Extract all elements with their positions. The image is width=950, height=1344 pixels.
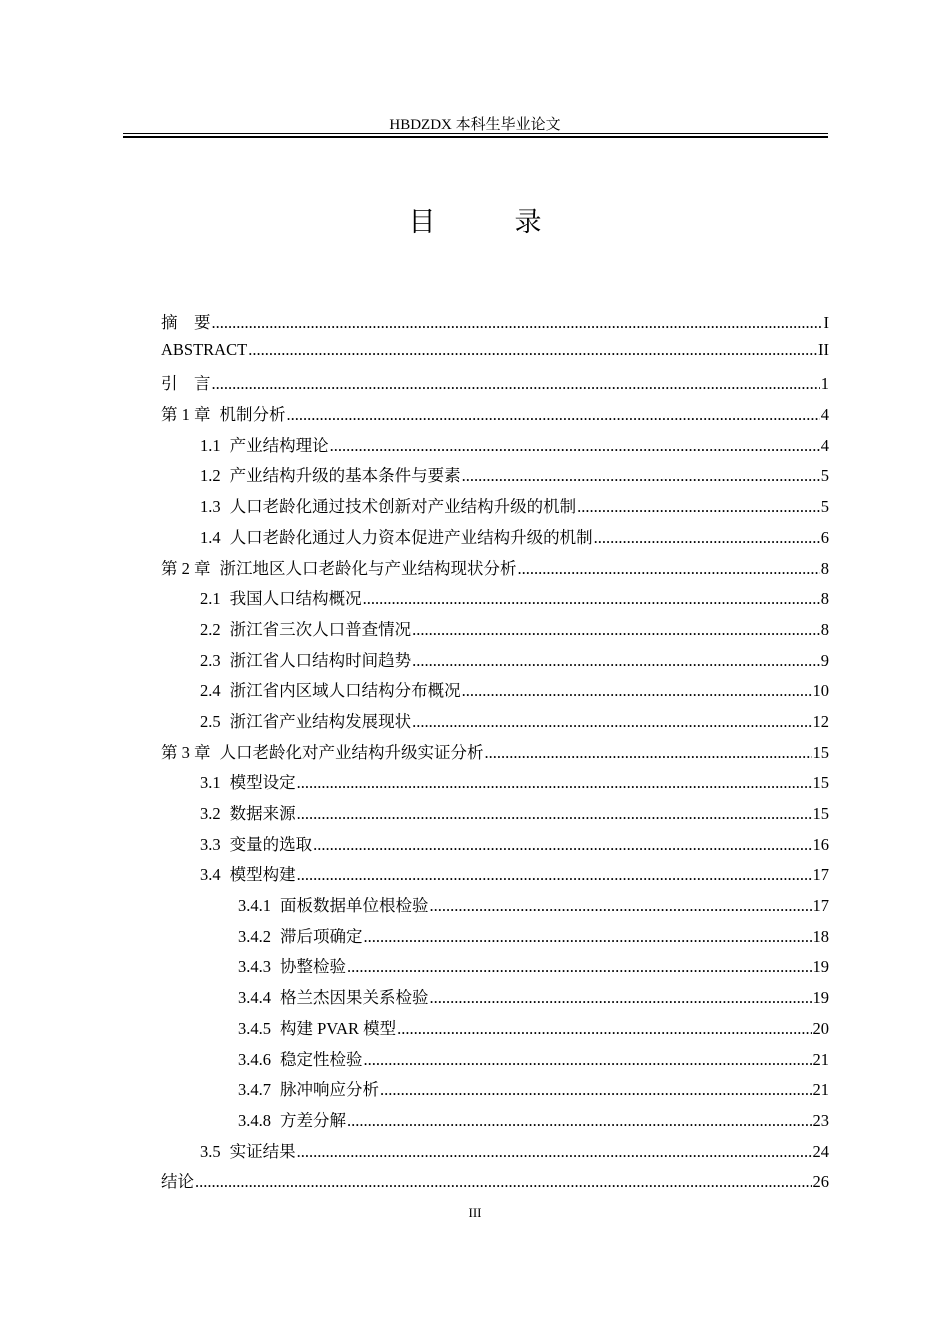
toc-entry-number: 3.4.4 (238, 988, 271, 1008)
toc-leader-dots (594, 528, 820, 548)
toc-leader-dots (462, 466, 820, 486)
toc-entry[interactable] (161, 831, 829, 862)
toc-entry-page: I (823, 313, 829, 332)
toc-entry-label: 格兰杰因果关系检验 (280, 988, 429, 1008)
toc-entry[interactable] (161, 892, 829, 923)
toc-entry-label: 人口老龄化通过人力资本促进产业结构升级的机制 (229, 527, 593, 547)
toc-leader-dots (297, 1142, 812, 1162)
toc-entry-number: 1.2 (200, 466, 221, 486)
toc-entry-number: 第 2 章 (161, 558, 211, 578)
toc-entry-page: 6 (820, 527, 829, 547)
toc-entry-number: 1.4 (200, 527, 221, 547)
toc-entry[interactable] (161, 1046, 829, 1077)
toc-entry-page: 19 (812, 988, 829, 1008)
toc-entry-label: ABSTRACT (161, 339, 248, 359)
toc-entry-label: 产业结构升级的基本条件与要素 (229, 466, 461, 486)
toc-entry-number: 第 1 章 (161, 405, 211, 425)
toc-entry-number: 第 3 章 (161, 742, 211, 762)
toc-entry-label: 变量的选取 (229, 834, 313, 854)
toc-entry-page: 9 (820, 650, 829, 670)
toc-entry-number: 2.5 (200, 711, 221, 731)
page-number: III (468, 1205, 482, 1220)
toc-entry[interactable] (161, 1138, 829, 1169)
toc-entry-number: 2.2 (200, 619, 221, 639)
toc-leader-dots (212, 374, 820, 394)
toc-leader-dots (485, 743, 812, 763)
toc-entry-label: 协整检验 (280, 957, 346, 977)
toc-entry-label: 产业结构理论 (229, 435, 329, 455)
toc-entry[interactable] (161, 370, 829, 401)
toc-entry-label: 脉冲响应分析 (280, 1080, 379, 1100)
toc-entry-label: 人口老龄化对产业结构升级实证分析 (219, 742, 484, 762)
toc-entry-label: 浙江省内区域人口结构分布概况 (229, 681, 461, 701)
toc-entry-number: 3.4.5 (238, 1018, 271, 1038)
toc-entry-page: 10 (812, 681, 829, 701)
toc-entry-label: 浙江省产业结构发展现状 (229, 711, 412, 731)
toc-entry-page: 19 (812, 957, 829, 977)
toc-entry-page: 15 (812, 804, 829, 823)
toc-entry-label: 浙江地区人口老龄化与产业结构现状分析 (219, 558, 517, 578)
toc-entry-label: 浙江省人口结构时间趋势 (229, 650, 412, 670)
toc-entry[interactable] (161, 677, 829, 708)
toc-leader-dots (347, 957, 812, 977)
toc-entry[interactable] (161, 769, 829, 800)
toc-leader-dots (313, 835, 811, 855)
toc-leader-dots (412, 651, 820, 671)
toc-entry-page: 8 (820, 619, 829, 639)
toc-entry-number: 2.3 (200, 650, 221, 670)
toc-entry[interactable] (161, 800, 829, 831)
header-rule-thin (123, 133, 828, 134)
toc-entry-page: 15 (812, 773, 829, 793)
toc-entry-page: 4 (820, 405, 829, 425)
toc-leader-dots (380, 1080, 812, 1100)
toc-entry-number: 3.4.7 (238, 1080, 271, 1100)
page-title: 目 录 (408, 207, 568, 238)
toc-entry-number: 3.3 (200, 834, 221, 854)
toc-leader-dots (347, 1111, 812, 1131)
table-of-contents (161, 309, 829, 1199)
toc-leader-dots (212, 313, 823, 333)
toc-entry[interactable] (161, 1015, 829, 1046)
toc-entry[interactable] (161, 953, 829, 984)
toc-entry-number: 3.4.6 (238, 1049, 271, 1069)
toc-entry-page: 21 (812, 1080, 829, 1100)
toc-leader-dots (364, 927, 812, 947)
toc-entry-label: 模型设定 (229, 773, 296, 793)
toc-entry[interactable] (161, 739, 829, 770)
toc-entry[interactable] (161, 401, 829, 432)
toc-entry-page: 24 (812, 1141, 829, 1161)
toc-entry-page: 12 (812, 711, 829, 731)
toc-entry[interactable] (161, 1107, 829, 1138)
toc-entry-page: 1 (820, 374, 829, 394)
toc-entry-label: 实证结果 (229, 1141, 296, 1161)
toc-entry-number: 3.4.1 (238, 896, 271, 916)
toc-entry-label: 浙江省三次人口普查情况 (229, 619, 412, 639)
toc-entry-number: 3.4.8 (238, 1110, 271, 1130)
toc-entry-page: 8 (820, 589, 829, 609)
toc-leader-dots (195, 1172, 812, 1192)
toc-entry[interactable] (161, 861, 829, 892)
toc-leader-dots (297, 804, 812, 824)
toc-leader-dots (363, 589, 820, 609)
toc-entry-page: 5 (820, 497, 829, 517)
toc-leader-dots (518, 559, 820, 579)
toc-entry-label: 数据来源 (229, 804, 296, 823)
running-header: HBDZDX 本科生毕业论文 (389, 117, 561, 133)
toc-entry-page: 17 (812, 896, 829, 916)
toc-leader-dots (297, 865, 812, 885)
toc-entry-page: 18 (812, 926, 829, 946)
toc-entry[interactable] (161, 555, 829, 586)
toc-entry-label: 滞后项确定 (280, 926, 363, 946)
toc-entry[interactable] (161, 1168, 829, 1199)
toc-entry-label: 引 言 (161, 374, 211, 394)
toc-leader-dots (364, 1050, 812, 1070)
toc-entry-page: 23 (812, 1110, 829, 1130)
toc-entry-number: 2.4 (200, 681, 221, 701)
toc-leader-dots (577, 497, 820, 517)
toc-entry[interactable] (161, 340, 829, 371)
toc-entry-number: 3.1 (200, 773, 221, 793)
toc-leader-dots (412, 620, 820, 640)
toc-leader-dots (330, 436, 820, 456)
toc-entry-number: 3.5 (200, 1141, 221, 1161)
toc-entry-label: 方差分解 (280, 1110, 346, 1130)
toc-entry-page: 4 (820, 435, 829, 455)
toc-entry-label: 稳定性检验 (280, 1049, 363, 1069)
toc-entry-label: 模型构建 (229, 865, 296, 885)
toc-entry-number: 3.4.2 (238, 926, 271, 946)
toc-entry-number: 2.1 (200, 589, 221, 609)
toc-entry-label: 面板数据单位根检验 (280, 896, 429, 916)
toc-entry-number: 3.4 (200, 865, 221, 885)
toc-entry-page: 17 (812, 865, 829, 885)
toc-entry-label: 结论 (161, 1172, 194, 1192)
toc-leader-dots (248, 340, 817, 360)
toc-entry[interactable] (161, 708, 829, 739)
toc-entry-page: 15 (812, 742, 829, 762)
toc-entry-label: 摘 要 (161, 313, 211, 332)
toc-entry[interactable] (161, 923, 829, 954)
toc-entry-page: 8 (820, 558, 829, 578)
toc-leader-dots (397, 1019, 811, 1039)
toc-entry[interactable] (161, 647, 829, 678)
toc-entry-label: 构建 PVAR 模型 (280, 1018, 397, 1038)
toc-entry-label: 机制分析 (219, 405, 286, 425)
toc-entry[interactable] (161, 984, 829, 1015)
toc-entry-page: II (818, 339, 829, 359)
header-rule-thick (123, 136, 828, 138)
toc-entry-number: 3.2 (200, 804, 221, 823)
toc-entry[interactable] (161, 432, 829, 463)
toc-entry[interactable] (161, 462, 829, 493)
toc-leader-dots (430, 896, 812, 916)
toc-entry-label: 我国人口结构概况 (229, 589, 362, 609)
toc-leader-dots (430, 988, 812, 1008)
toc-entry[interactable] (161, 1076, 829, 1107)
toc-entry-page: 26 (812, 1172, 829, 1192)
toc-entry-number: 1.1 (200, 435, 221, 455)
toc-leader-dots (412, 712, 811, 732)
toc-entry[interactable] (161, 616, 829, 647)
toc-leader-dots (462, 681, 812, 701)
toc-entry[interactable] (161, 309, 829, 340)
toc-entry-label: 人口老龄化通过技术创新对产业结构升级的机制 (229, 497, 577, 517)
toc-entry[interactable] (161, 524, 829, 555)
toc-entry-page: 16 (812, 834, 829, 854)
toc-leader-dots (297, 773, 812, 793)
toc-leader-dots (287, 405, 820, 425)
toc-entry-page: 21 (812, 1049, 829, 1069)
toc-entry[interactable] (161, 585, 829, 616)
toc-entry-number: 1.3 (200, 497, 221, 517)
toc-entry-number: 3.4.3 (238, 957, 271, 977)
toc-entry-page: 20 (812, 1018, 829, 1038)
toc-entry-page: 5 (820, 466, 829, 486)
toc-entry[interactable] (161, 493, 829, 524)
